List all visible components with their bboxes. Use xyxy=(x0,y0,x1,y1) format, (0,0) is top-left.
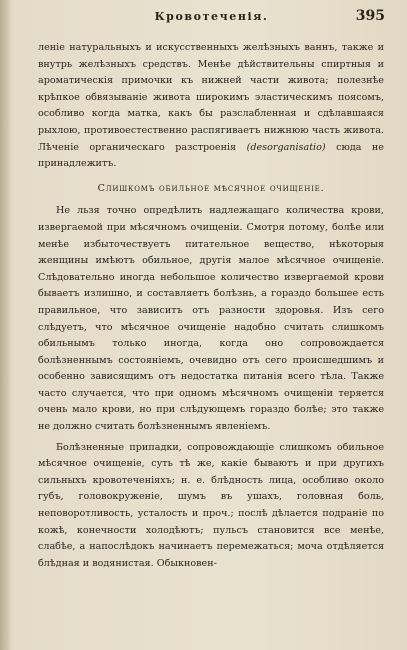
page-body xyxy=(38,40,384,572)
paragraph-1 xyxy=(38,40,384,173)
paragraph-1-italic-term: (desorganisatio) xyxy=(246,141,326,153)
paragraph-1-end: сюда не принадлежитъ. xyxy=(38,141,384,170)
paragraph-1-text: леніе натуральныхъ и искусственныхъ желѣзныхъ ваннъ, также и внутрь желѣзныхъ средствъ. Менѣе дѣйствительны спиртныя и ароматическія примочки къ нижней части живота; полезнѣе крѣпкое обвязываніе живота широкимъ эластическимъ поясомъ, особливо когда матка, какъ бы разслабленная и сдѣлавшаяся рыхлою, противоестественно распягиваетъ нижнюю часть живота. Лѣченіе органическаго разстроенія xyxy=(38,42,384,153)
running-title: Кровотеченія. xyxy=(154,10,269,23)
page-binding-shadow xyxy=(0,0,10,650)
paragraph-3: Болѣзненные припадки, сопровождающіе слишкомъ обильное мѣсячное очищеніе, суть тѣ же, какіе бываютъ и при другихъ сильныхъ кровотеченіяхъ; н. е. блѣдность лица, особливо около губъ, головокруженіе, шумъ въ ушахъ, головная боль, неповоротливость, усталость и проч.; послѣ дѣлается подраніе по кожѣ, конечности холодѣютъ; пульсъ становится все менѣе, слабѣе, а напослѣдокъ начинаетъ перемежаться; моча отдѣляется блѣдная и водянистая. Обыкновен- xyxy=(38,441,384,569)
section-heading: Слишкомъ обильное мѣсячное очищеніе. xyxy=(97,182,325,194)
paragraph-2: Не льзя точно опредѣлить надлежащаго количества крови, извергаемой при мѣсячномъ очищеніи. Смотря потому, болѣе или менѣе избыточествуетъ питательное вещество, нѣкоторыя женщины имѣютъ обильное, другія малое мѣсячное очищеніе. Слѣдовательно иногда небольшое количество извергаемой крови бываетъ излишно, и составляетъ болѣзнь, а гораздо большее есть правильное, что зависитъ отъ разности здоровья. Изъ сего слѣдуетъ, что мѣсячное очищеніе надобно считать слишкомъ обильнымъ только иногда, когда оно сопровождается болѣзненнымъ состояніемъ, очевидно отъ сего происшедшимъ и особенно зависящимъ отъ недостатка питанія всего тѣла. Также часто случается, что при одномъ мѣсячномъ очищеніи теряется очень мало крови, но при слѣдующемъ гораздо болѣе; это также не должно считать болѣзненнымъ явленіемъ. xyxy=(38,205,384,433)
page-number: 395 xyxy=(355,8,385,24)
page-header xyxy=(38,8,385,32)
